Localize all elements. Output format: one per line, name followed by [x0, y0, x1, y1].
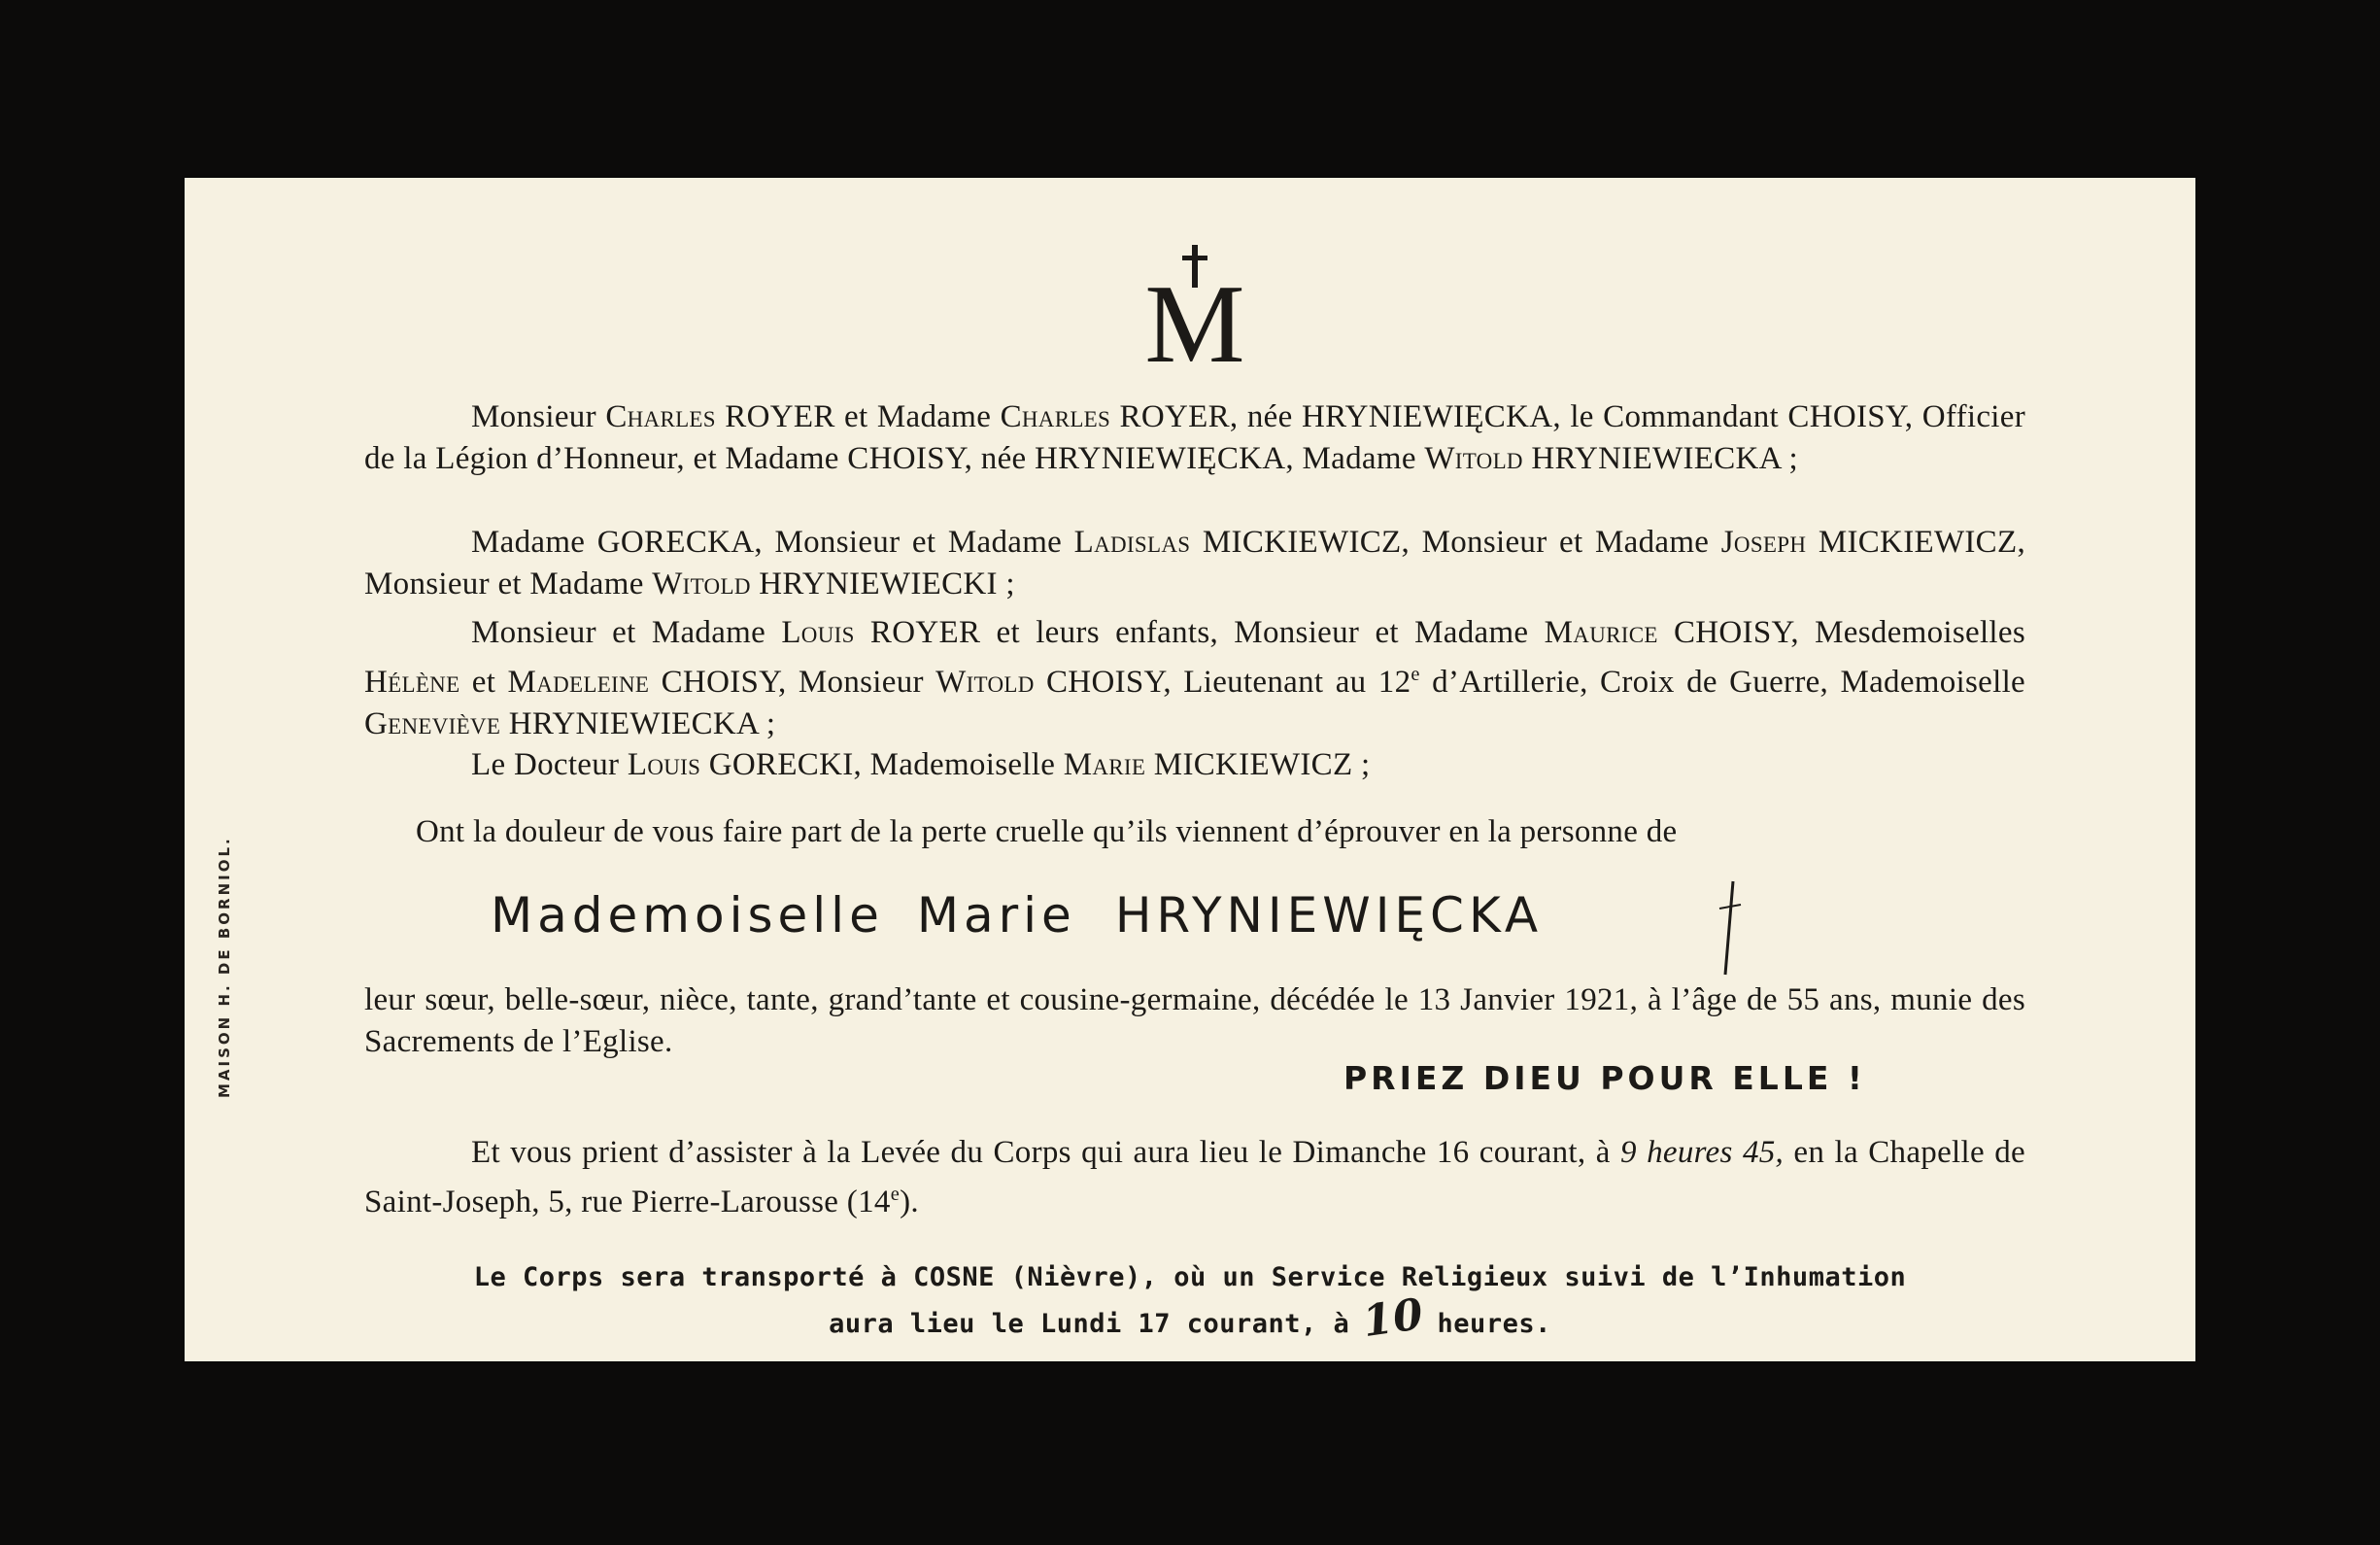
- deceased-surname: HRYNIEWIĘCKA: [1114, 887, 1544, 944]
- family-paragraph-3: [364, 612, 2025, 745]
- transport-line-2-end: heures.: [1437, 1309, 1551, 1339]
- text-segment: HRYNIEWIECKA ;: [1522, 441, 1798, 476]
- deceased-name: [491, 887, 1909, 944]
- text-segment: e: [1411, 664, 1420, 685]
- text-segment: ).: [900, 1184, 919, 1219]
- text-segment: Et vous prient d’assister à la Levée du Corps qui aura lieu le Dimanche 16 courant, à: [471, 1135, 1620, 1170]
- text-segment: Hélène: [364, 665, 460, 700]
- text-segment: Marie: [1063, 747, 1146, 782]
- text-segment: Charles: [1000, 399, 1111, 434]
- text-segment: Witold: [652, 566, 751, 601]
- text-segment: Ladislas: [1073, 525, 1191, 560]
- prayer-line: PRIEZ DIEU POUR ELLE !: [1343, 1059, 1866, 1097]
- text-segment: Louis: [627, 747, 701, 782]
- text-segment: Maurice: [1544, 615, 1658, 650]
- ceremony-details: [364, 1132, 2025, 1223]
- death-details: leur sœur, belle-sœur, nièce, tante, grand’tante et cousine-germaine, décédée le 13 Janvier 1921, à l’âge de 55 ans, munie des Sacrements de l’Eglise.: [364, 982, 2025, 1059]
- transport-notice: [369, 1257, 2011, 1348]
- monogram-letter: M: [1144, 262, 1245, 369]
- text-segment: Monsieur et Madame: [471, 615, 782, 650]
- text-segment: Charles: [605, 399, 716, 434]
- text-segment: Witold: [1424, 441, 1523, 476]
- handwritten-accent-mark-icon: [1716, 879, 1745, 977]
- deceased-first-name: Marie: [916, 887, 1076, 944]
- family-paragraph-1: [364, 396, 2025, 480]
- handwritten-hour: 10: [1359, 1288, 1427, 1348]
- text-segment: GORECKI, Mademoiselle: [700, 747, 1064, 782]
- text-segment: Geneviève: [364, 706, 501, 741]
- family-list: [364, 396, 2025, 480]
- family-list: [364, 744, 2025, 786]
- family-list: [364, 612, 2025, 745]
- text-segment: CHOISY, Mesdemoiselles: [1657, 615, 2025, 650]
- announcement-line: Ont la douleur de vous faire part de la perte cruelle qu’ils viennent d’éprouver en la personne de: [416, 814, 1678, 849]
- text-segment: Madeleine: [507, 665, 650, 700]
- text-segment: e: [890, 1184, 901, 1205]
- text-segment: Monsieur: [471, 399, 606, 434]
- text-segment: et: [459, 665, 508, 700]
- text-segment: Joseph: [1720, 525, 1807, 560]
- text-segment: ROYER et leurs enfants, Monsieur et Madame: [854, 615, 1545, 650]
- deceased-title: Mademoiselle: [491, 887, 884, 944]
- ceremony-paragraph: [364, 1132, 2025, 1223]
- maker-imprint: MAISON H. DE BORNIOL.: [216, 836, 233, 1098]
- text-segment: Louis: [781, 615, 855, 650]
- transport-line-2: [369, 1288, 2011, 1348]
- text-segment: MICKIEWICZ ;: [1145, 747, 1371, 782]
- text-segment: ROYER et Madame: [715, 399, 1001, 434]
- text-segment: MICKIEWICZ, Monsieur et Madame: [364, 525, 2025, 601]
- text-segment: MICKIEWICZ, Monsieur et Madame: [1190, 525, 1721, 560]
- text-segment: Le Docteur: [471, 747, 628, 782]
- text-segment: d’Artillerie, Croix de Guerre, Mademoiselle: [1419, 665, 2025, 700]
- text-segment: HRYNIEWIECKA ;: [500, 706, 776, 741]
- text-segment: Witold: [935, 665, 1035, 700]
- text-segment: CHOISY, Monsieur: [649, 665, 936, 700]
- cross-m-monogram-icon: [1125, 241, 1265, 369]
- family-list: [364, 522, 2025, 605]
- death-details-paragraph: [364, 979, 2025, 1063]
- transport-line-2-start: aura lieu le Lundi 17 courant, à: [829, 1309, 1350, 1339]
- text-segment: ROYER, née HRYNIEWIĘCKA, le Commandant CHOISY, Officier de la Légion d’Honneur, et Madame CHOISY, née HRYNIEWIĘCKA, Madame: [364, 399, 2025, 476]
- text-segment: Madame GORECKA, Monsieur et Madame: [471, 525, 1074, 560]
- text-segment: 9 heures 45,: [1619, 1135, 1785, 1170]
- family-paragraph-2: [364, 522, 2025, 605]
- family-paragraph-4: [364, 744, 2025, 786]
- transport-line-1: Le Corps sera transporté à COSNE (Nièvre), où un Service Religieux suivi de l’Inhumation: [473, 1262, 1907, 1292]
- text-segment: CHOISY, Lieutenant au 12: [1034, 665, 1411, 700]
- text-segment: en la Chapelle de Saint-Joseph, 5, rue Pierre-Larousse (14: [364, 1135, 2025, 1219]
- text-segment: HRYNIEWIECKI ;: [750, 566, 1015, 601]
